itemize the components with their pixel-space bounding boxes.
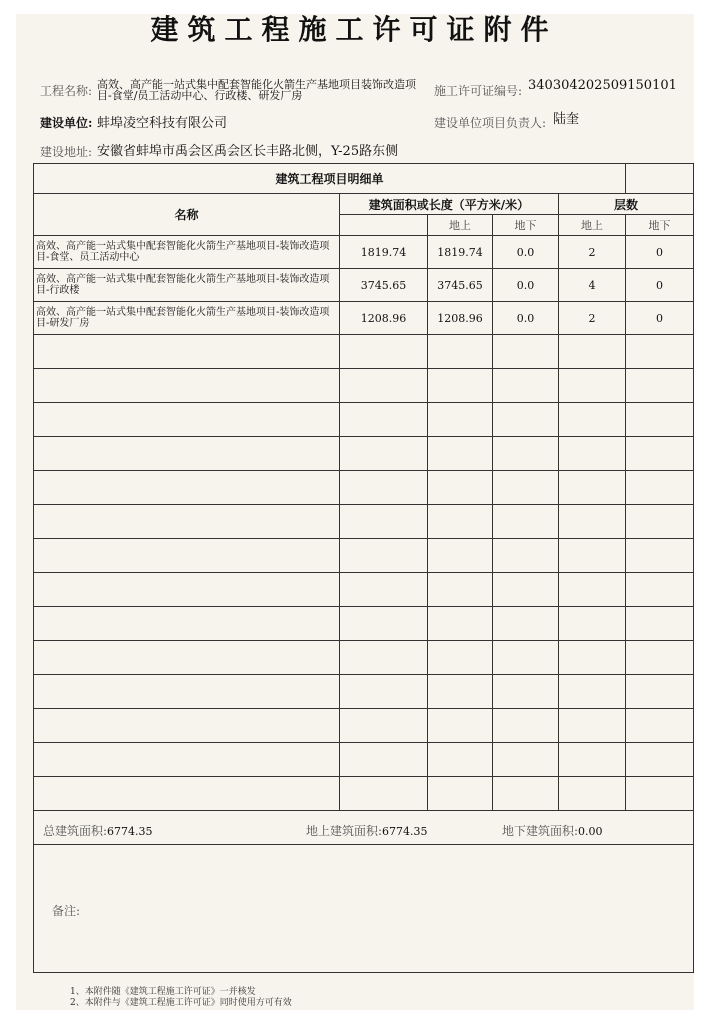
empty-cell <box>559 403 626 437</box>
manager-label: 建设单位项目负责人: <box>434 116 547 130</box>
empty-row <box>34 709 694 743</box>
page-title: 建筑工程施工许可证附件 <box>150 13 558 46</box>
empty-cell <box>559 369 626 403</box>
empty-cell <box>493 675 559 709</box>
row-area-above: 3745.65 <box>428 269 493 302</box>
empty-cell <box>34 743 340 777</box>
empty-cell <box>340 539 428 573</box>
empty-cell <box>428 437 493 471</box>
column-header-floors-above: 地上 <box>559 215 626 236</box>
empty-cell <box>626 403 694 437</box>
empty-cell <box>493 573 559 607</box>
empty-cell <box>428 539 493 573</box>
empty-cell <box>559 777 626 811</box>
empty-cell <box>493 335 559 369</box>
empty-cell <box>493 471 559 505</box>
empty-cell <box>340 437 428 471</box>
remarks-cell <box>34 845 694 973</box>
total-area-label: 总建筑面积: <box>43 824 108 838</box>
empty-cell <box>559 675 626 709</box>
empty-cell <box>626 641 694 675</box>
empty-cell <box>34 335 340 369</box>
empty-cell <box>34 709 340 743</box>
empty-cell <box>493 539 559 573</box>
empty-cell <box>340 607 428 641</box>
project-name-label: 工程名称: <box>40 84 93 98</box>
empty-cell <box>34 641 340 675</box>
permit-number-value: 340304202509150101 <box>528 78 677 93</box>
row-name: 高效、高产能一站式集中配套智能化火箭生产基地项目-装饰改造项目-食堂、员工活动中心 <box>34 236 340 269</box>
empty-cell <box>493 505 559 539</box>
empty-cell <box>428 505 493 539</box>
row-area-above: 1819.74 <box>428 236 493 269</box>
empty-cell <box>340 573 428 607</box>
table-row <box>34 302 694 335</box>
row-area: 3745.65 <box>340 269 428 302</box>
empty-cell <box>428 641 493 675</box>
totals-cell <box>34 811 694 845</box>
empty-cell <box>626 573 694 607</box>
empty-cell <box>34 369 340 403</box>
project-name-value: 高效、高产能一站式集中配套智能化火箭生产基地项目装饰改造项目-食堂/员工活动中心、行政楼、研发厂房 <box>97 78 416 102</box>
table-row <box>34 236 694 269</box>
remarks-row <box>34 845 694 973</box>
empty-row <box>34 641 694 675</box>
empty-cell <box>626 675 694 709</box>
table-row <box>34 269 694 302</box>
empty-cell <box>340 369 428 403</box>
empty-cell <box>34 437 340 471</box>
address-label: 建设地址: <box>40 145 93 159</box>
total-area-value: 6774.35 <box>107 825 153 838</box>
empty-cell <box>428 777 493 811</box>
empty-cell <box>34 539 340 573</box>
column-header-floors-below: 地下 <box>626 215 694 236</box>
builder-label: 建设单位: <box>40 116 93 130</box>
empty-cell <box>626 437 694 471</box>
above-area <box>306 822 428 839</box>
empty-cell <box>34 573 340 607</box>
row-area-below: 0.0 <box>493 269 559 302</box>
column-header-area: 建筑面积或长度（平方米/米） <box>340 194 559 215</box>
row-name: 高效、高产能一站式集中配套智能化火箭生产基地项目-装饰改造项目-行政楼 <box>34 269 340 302</box>
empty-cell <box>626 607 694 641</box>
above-area-value: 6774.35 <box>382 825 428 838</box>
empty-cell <box>34 777 340 811</box>
row-floors-below: 0 <box>626 302 694 335</box>
empty-cell <box>428 675 493 709</box>
empty-row <box>34 607 694 641</box>
empty-cell <box>559 471 626 505</box>
below-area-value: 0.00 <box>578 825 603 838</box>
column-header-area-blank <box>340 215 428 236</box>
empty-cell <box>340 709 428 743</box>
column-header-area-below: 地下 <box>493 215 559 236</box>
empty-cell <box>493 641 559 675</box>
footnotes <box>70 987 292 1009</box>
empty-row <box>34 505 694 539</box>
empty-cell <box>340 641 428 675</box>
empty-cell <box>340 777 428 811</box>
permit-number-label: 施工许可证编号: <box>434 84 523 98</box>
project-detail-table <box>33 163 694 973</box>
empty-cell <box>340 743 428 777</box>
section-title: 建筑工程项目明细单 <box>34 164 626 194</box>
row-area-above: 1208.96 <box>428 302 493 335</box>
empty-cell <box>340 675 428 709</box>
empty-cell <box>34 675 340 709</box>
empty-cell <box>626 709 694 743</box>
empty-cell <box>428 709 493 743</box>
above-area-label: 地上建筑面积: <box>306 824 383 838</box>
address-value: 安徽省蚌埠市禹会区禹会区长丰路北侧，Y-25路东侧 <box>97 144 399 159</box>
column-header-area-above: 地上 <box>428 215 493 236</box>
empty-cell <box>626 369 694 403</box>
empty-cell <box>340 335 428 369</box>
row-floors-above: 4 <box>559 269 626 302</box>
empty-cell <box>559 641 626 675</box>
empty-cell <box>34 505 340 539</box>
empty-cell <box>493 403 559 437</box>
below-area-label: 地下建筑面积: <box>502 824 579 838</box>
section-title-blank <box>626 164 694 194</box>
empty-row <box>34 777 694 811</box>
empty-cell <box>428 471 493 505</box>
empty-cell <box>493 777 559 811</box>
empty-cell <box>626 505 694 539</box>
empty-cell <box>559 505 626 539</box>
footnote-1: 1、本附件随《建筑工程施工许可证》一并核发 <box>70 987 256 997</box>
empty-cell <box>34 471 340 505</box>
empty-cell <box>626 539 694 573</box>
below-area <box>502 822 603 839</box>
empty-cell <box>493 437 559 471</box>
empty-row <box>34 573 694 607</box>
row-area-below: 0.0 <box>493 236 559 269</box>
empty-cell <box>559 607 626 641</box>
empty-cell <box>340 505 428 539</box>
total-area <box>43 822 153 839</box>
empty-cell <box>428 369 493 403</box>
empty-cell <box>559 437 626 471</box>
empty-cell <box>559 539 626 573</box>
empty-cell <box>34 607 340 641</box>
empty-cell <box>493 369 559 403</box>
row-floors-above: 2 <box>559 302 626 335</box>
empty-cell <box>428 403 493 437</box>
empty-cell <box>626 335 694 369</box>
empty-row <box>34 403 694 437</box>
totals-row <box>34 811 694 845</box>
row-floors-below: 0 <box>626 269 694 302</box>
column-header-name: 名称 <box>34 194 340 236</box>
empty-row <box>34 369 694 403</box>
row-floors-above: 2 <box>559 236 626 269</box>
empty-cell <box>34 403 340 437</box>
empty-cell <box>340 471 428 505</box>
footnote-2: 2、本附件与《建筑工程施工许可证》同时使用方可有效 <box>70 998 292 1008</box>
empty-rows <box>34 335 694 811</box>
empty-cell <box>559 573 626 607</box>
manager-value: 陆奎 <box>553 112 580 127</box>
remarks-label: 备注: <box>52 904 81 918</box>
empty-row <box>34 743 694 777</box>
row-floors-below: 0 <box>626 236 694 269</box>
empty-row <box>34 437 694 471</box>
empty-cell <box>428 607 493 641</box>
empty-row <box>34 675 694 709</box>
builder-value: 蚌埠凌空科技有限公司 <box>97 116 228 131</box>
row-name: 高效、高产能一站式集中配套智能化火箭生产基地项目-装饰改造项目-研发厂房 <box>34 302 340 335</box>
empty-cell <box>340 403 428 437</box>
empty-cell <box>493 743 559 777</box>
empty-row <box>34 539 694 573</box>
row-area: 1819.74 <box>340 236 428 269</box>
row-area: 1208.96 <box>340 302 428 335</box>
empty-cell <box>559 335 626 369</box>
empty-cell <box>493 709 559 743</box>
empty-cell <box>493 607 559 641</box>
empty-cell <box>428 573 493 607</box>
empty-row <box>34 471 694 505</box>
empty-cell <box>626 471 694 505</box>
empty-row <box>34 335 694 369</box>
empty-cell <box>559 743 626 777</box>
empty-cell <box>626 743 694 777</box>
row-area-below: 0.0 <box>493 302 559 335</box>
column-header-floors: 层数 <box>559 194 694 215</box>
empty-cell <box>428 743 493 777</box>
empty-cell <box>626 777 694 811</box>
empty-cell <box>559 709 626 743</box>
empty-cell <box>428 335 493 369</box>
